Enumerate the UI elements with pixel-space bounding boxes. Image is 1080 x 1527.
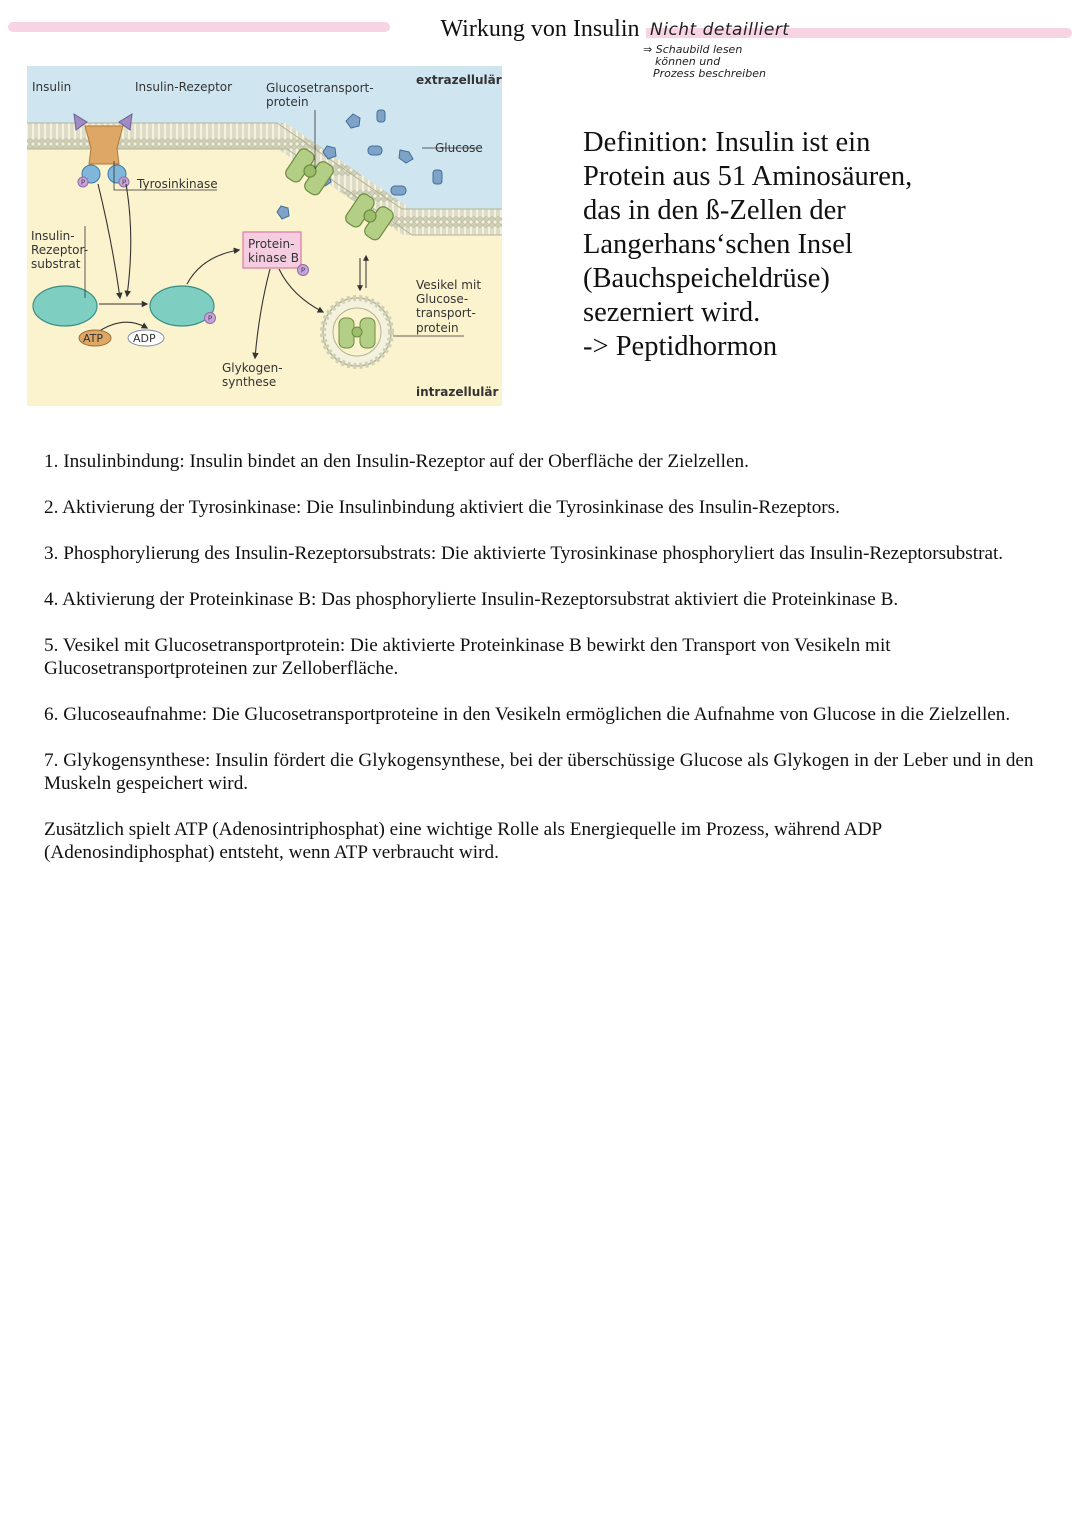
step-item: 2. Aktivierung der Tyrosinkinase: Die Insulinbindung aktiviert die Tyrosinkinase des Insulin-Rezeptors. <box>44 497 840 518</box>
svg-text:kinase B: kinase B <box>248 251 299 265</box>
svg-text:protein: protein <box>266 95 309 109</box>
page-title: Wirkung von Insulin <box>0 14 1080 44</box>
handwritten-subnote: ⇒ Schaubild lesen können und Prozess beschreiben <box>643 43 766 80</box>
label-insulin: Insulin <box>32 80 72 94</box>
label-glucose: Glucose <box>435 141 483 155</box>
svg-text:Rezeptor-: Rezeptor- <box>31 243 89 257</box>
step-item: 6. Glucoseaufnahme: Die Glucosetransportproteine in den Vesikeln ermöglichen die Aufnahme von Glucose in die Zielzellen. <box>44 704 1011 725</box>
step-item: 7. Glykogensynthese: Insulin fördert die Glykogensynthese, bei der überschüssige Glucose als Glykogen in der Leber und in den Muskeln gespeichert wird. <box>44 750 1034 794</box>
label-glycogen: Glykogen- <box>222 361 283 375</box>
svg-text:P: P <box>80 178 86 187</box>
vesicle <box>323 298 391 366</box>
svg-text:transport-: transport- <box>416 306 476 320</box>
svg-text:substrat: substrat <box>31 257 81 271</box>
insulin-signaling-diagram <box>27 66 502 406</box>
svg-text:P: P <box>300 266 306 275</box>
label-intracellular: intrazellulär <box>416 385 499 399</box>
label-adp: ADP <box>133 332 156 345</box>
process-steps <box>44 450 1034 887</box>
summary-paragraph: Zusätzlich spielt ATP (Adenosintriphosphat) eine wichtige Rolle als Energiequelle im Prozess, während ADP (Adenosindiphosphat) entsteht, wenn ATP verbraucht wird. <box>44 819 882 863</box>
svg-text:P: P <box>121 178 127 187</box>
label-proteinkinase: Protein- <box>248 237 295 251</box>
svg-text:Glucose-: Glucose- <box>416 292 469 306</box>
label-transporter: Glucosetransport- <box>266 81 374 95</box>
step-item: 4. Aktivierung der Proteinkinase B: Das phosphorylierte Insulin-Rezeptorsubstrat aktiviert die Proteinkinase B. <box>44 589 899 610</box>
step-item: 1. Insulinbindung: Insulin bindet an den Insulin-Rezeptor auf der Oberfläche der Zielzellen. <box>44 451 749 472</box>
label-atp: ATP <box>83 332 104 345</box>
label-insulin-receptor: Insulin-Rezeptor <box>135 80 233 94</box>
svg-text:synthese: synthese <box>222 375 277 389</box>
label-vesicle: Vesikel mit <box>416 278 482 292</box>
label-substrate: Insulin- <box>31 229 75 243</box>
step-item: 5. Vesikel mit Glucosetransportprotein: Die aktivierte Proteinkinase B bewirkt den Transport von Vesikeln mit Glucosetransportproteinen zur Zelloberfläche. <box>44 635 891 679</box>
svg-text:protein: protein <box>416 321 459 335</box>
handwritten-note: Nicht detailliert <box>650 20 790 40</box>
svg-text:P: P <box>207 314 213 323</box>
label-tyrosinkinase: Tyrosinkinase <box>137 177 218 191</box>
step-item: 3. Phosphorylierung des Insulin-Rezeptorsubstrats: Die aktivierte Tyrosinkinase phosphoryliert das Insulin-Rezeptorsubstrat. <box>44 543 1004 564</box>
label-extracellular: extrazellulär <box>416 73 502 87</box>
definition-block: Definition: Insulin ist ein Protein aus 51 Aminosäuren, das in den ß-Zellen der Langerhans‘schen Insel (Bauchspeicheldrüse) sezerniert wird. -> Peptidhormon <box>583 127 913 362</box>
